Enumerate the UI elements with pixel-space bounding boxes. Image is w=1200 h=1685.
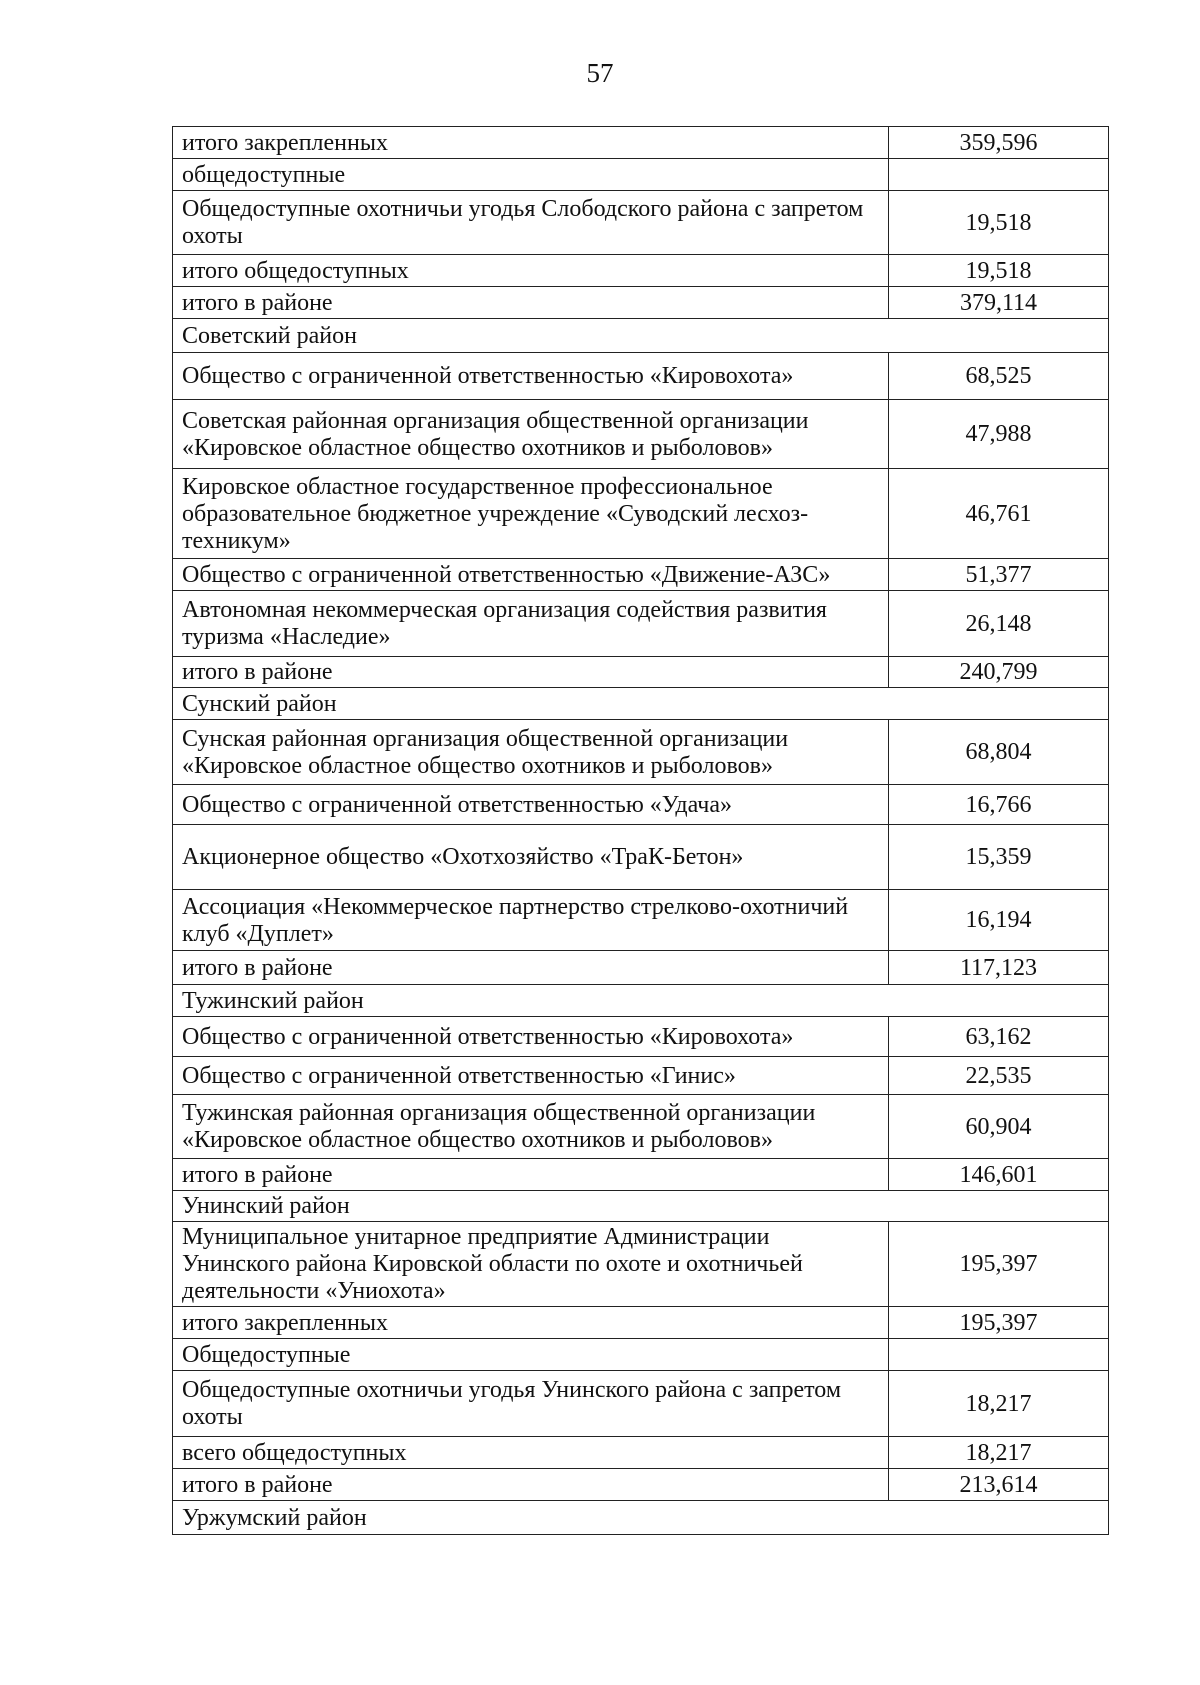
row-name: Сунская районная организация общественной организации «Кировское областное общество охотников и рыболовов» (173, 720, 889, 785)
district-row (173, 1191, 1109, 1222)
row-name: итого закрепленных (173, 1307, 889, 1339)
row-area-value: 47,988 (889, 400, 1109, 469)
row-name: итого в районе (173, 287, 889, 319)
table-row (173, 1307, 1109, 1339)
table-row (173, 287, 1109, 319)
row-area-value: 195,397 (889, 1307, 1109, 1339)
table-row (173, 720, 1109, 785)
row-name: итого в районе (173, 951, 889, 985)
table-row (173, 1469, 1109, 1501)
table-row (173, 1437, 1109, 1469)
table-row (173, 1057, 1109, 1095)
row-name: итого в районе (173, 657, 889, 688)
page-number: 57 (586, 58, 614, 88)
table-row (173, 1222, 1109, 1307)
row-name: Тужинская районная организация общественной организации «Кировское областное общество охотников и рыболовов» (173, 1095, 889, 1159)
row-area-value: 16,766 (889, 785, 1109, 825)
row-area-value: 240,799 (889, 657, 1109, 688)
row-name: Советская районная организация общественной организации «Кировское областное общество охотников и рыболовов» (173, 400, 889, 469)
row-area-value: 18,217 (889, 1437, 1109, 1469)
district-name: Уржумский район (173, 1501, 1109, 1535)
table-row (173, 1371, 1109, 1437)
row-name: Общество с ограниченной ответственностью «Кировохота» (173, 1017, 889, 1057)
row-area-value: 68,804 (889, 720, 1109, 785)
row-area-value: 63,162 (889, 1017, 1109, 1057)
row-area-value: 68,525 (889, 353, 1109, 400)
table-row (173, 559, 1109, 591)
row-name: Кировское областное государственное профессиональное образовательное бюджетное учреждение «Суводский лесхоз-техникум» (173, 469, 889, 559)
row-area-value: 146,601 (889, 1159, 1109, 1191)
row-area-value: 60,904 (889, 1095, 1109, 1159)
row-name: итого в районе (173, 1159, 889, 1191)
row-name: Автономная некоммерческая организация содействия развития туризма «Наследие» (173, 591, 889, 657)
district-name: Советский район (173, 319, 1109, 353)
table-row (173, 469, 1109, 559)
table-row (173, 1095, 1109, 1159)
table-row (173, 1339, 1109, 1371)
row-area-value: 15,359 (889, 825, 1109, 890)
row-name: итого общедоступных (173, 255, 889, 287)
row-name: Общество с ограниченной ответственностью «Гинис» (173, 1057, 889, 1095)
row-area-value: 19,518 (889, 255, 1109, 287)
row-name: итого в районе (173, 1469, 889, 1501)
row-name: всего общедоступных (173, 1437, 889, 1469)
district-name: Унинский район (173, 1191, 1109, 1222)
row-area-value: 51,377 (889, 559, 1109, 591)
hunting-grounds-table (172, 126, 1109, 1535)
table-row (173, 1159, 1109, 1191)
row-name: Общедоступные охотничьи угодья Слободского района с запретом охоты (173, 191, 889, 255)
district-name: Сунский район (173, 688, 1109, 720)
row-area-value: 26,148 (889, 591, 1109, 657)
table-row (173, 353, 1109, 400)
row-area-value: 18,217 (889, 1371, 1109, 1437)
district-row (173, 1501, 1109, 1535)
table-row (173, 657, 1109, 688)
row-name: Общедоступные охотничьи угодья Унинского района с запретом охоты (173, 1371, 889, 1437)
table-row (173, 191, 1109, 255)
row-area-value: 22,535 (889, 1057, 1109, 1095)
row-name: Ассоциация «Некоммерческое партнерство стрелково-охотничий клуб «Дуплет» (173, 890, 889, 951)
table-body (173, 127, 1109, 1535)
district-row (173, 688, 1109, 720)
row-area-value: 195,397 (889, 1222, 1109, 1307)
row-name: Общество с ограниченной ответственностью «Удача» (173, 785, 889, 825)
row-name: общедоступные (173, 159, 889, 191)
row-area-value: 16,194 (889, 890, 1109, 951)
row-area-value: 379,114 (889, 287, 1109, 319)
table-row (173, 785, 1109, 825)
row-area-value (889, 159, 1109, 191)
row-area-value: 117,123 (889, 951, 1109, 985)
district-name: Тужинский район (173, 985, 1109, 1017)
row-area-value: 19,518 (889, 191, 1109, 255)
table-row (173, 1017, 1109, 1057)
table-row (173, 400, 1109, 469)
row-name: Общедоступные (173, 1339, 889, 1371)
row-area-value: 213,614 (889, 1469, 1109, 1501)
row-name: Муниципальное унитарное предприятие Администрации Унинского района Кировской области по охоте и охотничьей деятельности «Униохота» (173, 1222, 889, 1307)
table-row (173, 890, 1109, 951)
row-area-value: 46,761 (889, 469, 1109, 559)
district-row (173, 319, 1109, 353)
row-area-value: 359,596 (889, 127, 1109, 159)
row-name: итого закрепленных (173, 127, 889, 159)
row-area-value (889, 1339, 1109, 1371)
row-name: Общество с ограниченной ответственностью «Движение-АЗС» (173, 559, 889, 591)
table-row (173, 951, 1109, 985)
table-row (173, 255, 1109, 287)
row-name: Общество с ограниченной ответственностью «Кировохота» (173, 353, 889, 400)
table-row (173, 159, 1109, 191)
district-row (173, 985, 1109, 1017)
table-row (173, 591, 1109, 657)
table-row (173, 127, 1109, 159)
table-row (173, 825, 1109, 890)
row-name: Акционерное общество «Охотхозяйство «ТраК-Бетон» (173, 825, 889, 890)
